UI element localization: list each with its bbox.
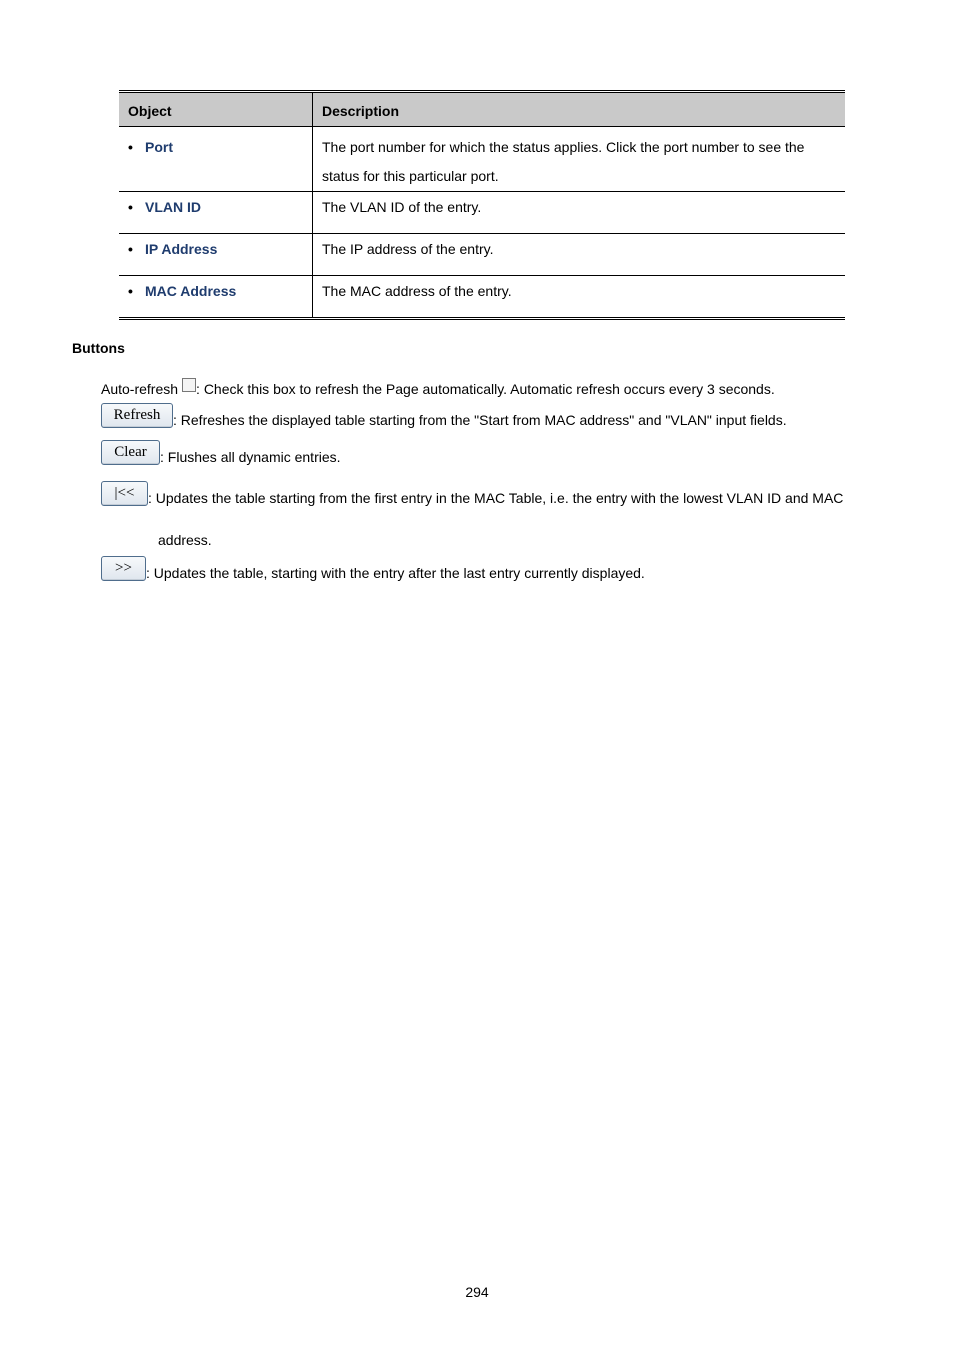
description-text: The MAC address of the entry. — [322, 283, 512, 299]
page-number: 294 — [465, 1284, 489, 1300]
object-name: VLAN ID — [145, 199, 201, 215]
object-name: MAC Address — [145, 283, 237, 299]
description-text: The port number for which the status applies. Click the port number to see the — [322, 139, 805, 155]
header-object: Object — [119, 92, 313, 127]
bullet-icon: • — [128, 283, 133, 299]
bullet-icon: • — [128, 241, 133, 257]
buttons-section-title: Buttons — [72, 340, 125, 356]
first-description: : Updates the table starting from the first entry in the MAC Table, i.e. the entry with the lowest VLAN ID and MAC — [148, 490, 844, 506]
object-name: IP Address — [145, 241, 218, 257]
description-text: status for this particular port. — [322, 168, 499, 184]
auto-refresh-label: Auto-refresh — [101, 381, 179, 397]
table-row — [119, 127, 845, 192]
auto-refresh-line — [101, 378, 775, 397]
first-description-cont: address. — [158, 532, 212, 548]
first-line — [101, 481, 843, 506]
description-text: The IP address of the entry. — [322, 241, 494, 257]
first-page-button[interactable]: |<< — [101, 481, 148, 506]
clear-line — [101, 440, 341, 465]
clear-button[interactable]: Clear — [101, 440, 160, 465]
table-row — [119, 276, 845, 319]
bullet-icon: • — [128, 139, 133, 155]
table-row — [119, 192, 845, 234]
auto-refresh-checkbox[interactable] — [182, 378, 196, 392]
next-line — [101, 556, 645, 581]
auto-refresh-description: : Check this box to refresh the Page automatically. Automatic refresh occurs every 3 seconds. — [196, 381, 775, 397]
table-row — [119, 234, 845, 276]
refresh-line — [101, 403, 787, 428]
next-description: : Updates the table, starting with the entry after the last entry currently displayed. — [146, 565, 645, 581]
next-page-button[interactable]: >> — [101, 556, 146, 581]
object-description-table — [119, 90, 845, 320]
description-text: The VLAN ID of the entry. — [322, 199, 482, 215]
header-description: Description — [313, 92, 846, 127]
object-name: Port — [145, 139, 173, 155]
bullet-icon: • — [128, 199, 133, 215]
refresh-description: : Refreshes the displayed table starting from the "Start from MAC address" and "VLAN" input fields. — [173, 412, 787, 428]
refresh-button[interactable]: Refresh — [101, 403, 173, 428]
clear-description: : Flushes all dynamic entries. — [160, 449, 341, 465]
